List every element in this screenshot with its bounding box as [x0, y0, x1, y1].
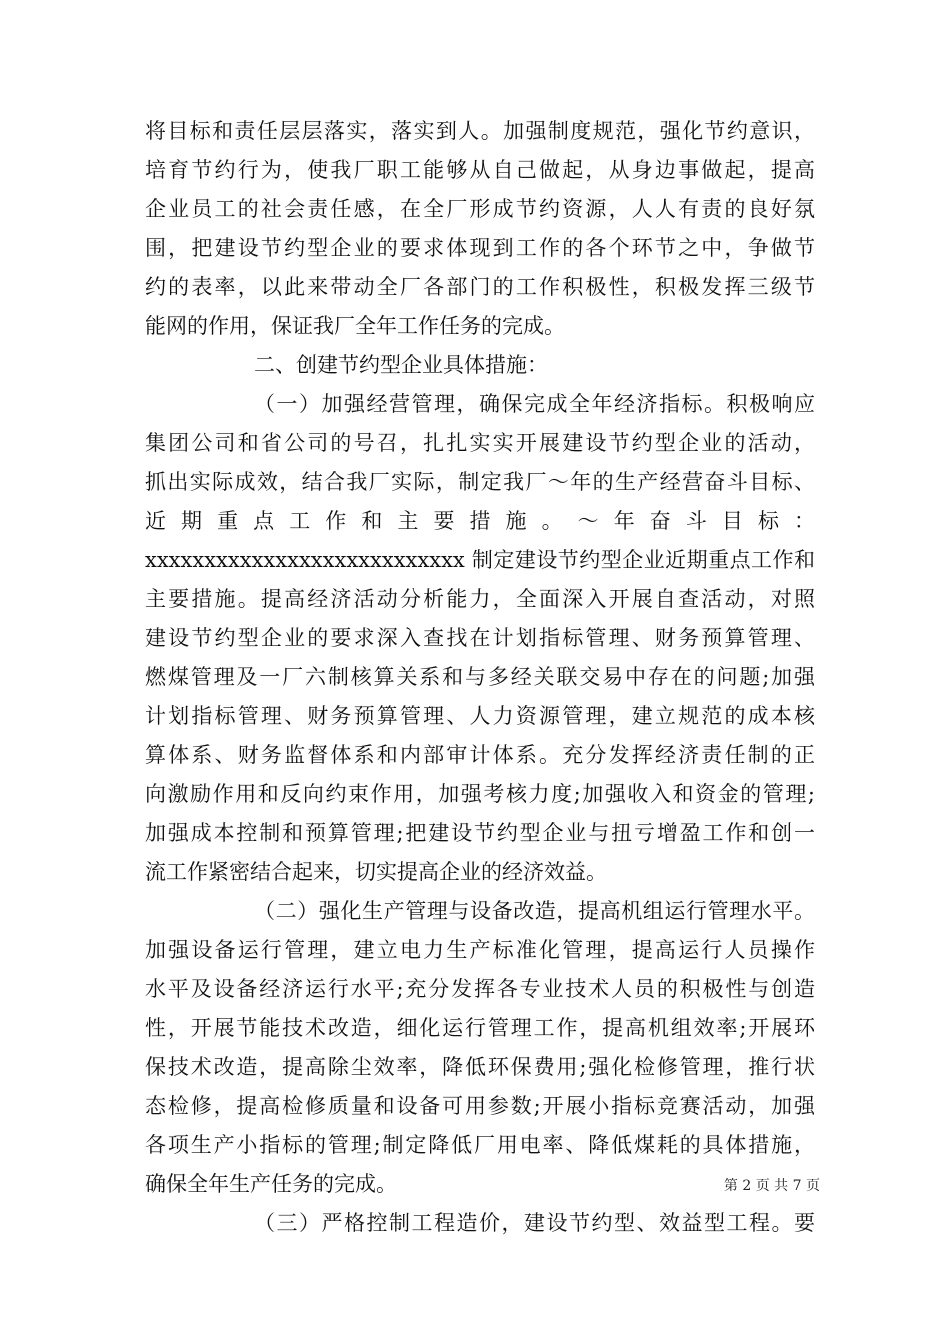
- subsection-heading: （二）强化生产管理与设备改造，提高机组运行管理水平。: [254, 899, 815, 923]
- body-line: 主要措施。提高经济活动分析能力，全面深入开展自查活动，对照: [145, 587, 815, 611]
- body-line: 集团公司和省公司的号召，扎扎实实开展建设节约型企业的活动，: [145, 431, 815, 455]
- body-line: 向激励作用和反向约束作用，加强考核力度;加强收入和资金的管理;: [145, 782, 815, 806]
- body-line: 燃煤管理及一厂六制核算关系和与多经关联交易中存在的问题;加强: [145, 665, 815, 689]
- body-line: 态检修，提高检修质量和设备可用参数;开展小指标竞赛活动，加强: [145, 1094, 815, 1118]
- subsection-heading: （三）严格控制工程造价，建设节约型、效益型工程。要: [254, 1211, 815, 1235]
- body-line: 水平及设备经济运行水平;充分发挥各专业技术人员的积极性与创造: [145, 977, 815, 1001]
- body-line: 近期重点工作和主要措施。～年奋斗目标：: [145, 509, 815, 533]
- section-heading: 二、创建节约型企业具体措施：: [254, 353, 548, 377]
- body-line: 企业员工的社会责任感，在全厂形成节约资源，人人有责的良好氛: [145, 197, 815, 221]
- body-line: 加强成本控制和预算管理;把建设节约型企业与扭亏增盈工作和创一: [145, 821, 815, 845]
- body-line: 围，把建设节约型企业的要求体现到工作的各个环节之中，争做节: [145, 236, 815, 260]
- body-line: 能网的作用，保证我厂全年工作任务的完成。: [145, 314, 565, 338]
- body-line: 抓出实际成效，结合我厂实际，制定我厂～年的生产经营奋斗目标、: [145, 470, 815, 494]
- document-body: [145, 112, 815, 1243]
- body-line: 加强设备运行管理，建立电力生产标准化管理，提高运行人员操作: [145, 938, 815, 962]
- body-line: 确保全年生产任务的完成。: [145, 1172, 397, 1196]
- body-line: 性，开展节能技术改造，细化运行管理工作，提高机组效率;开展环: [145, 1016, 815, 1040]
- page-number: 第 2 页 共 7 页: [723, 1178, 820, 1194]
- body-line: 约的表率，以此来带动全厂各部门的工作积极性，积极发挥三级节: [145, 275, 815, 299]
- body-line: 计划指标管理、财务预算管理、人力资源管理，建立规范的成本核: [145, 704, 815, 728]
- body-line: 各项生产小指标的管理;制定降低厂用电率、降低煤耗的具体措施，: [145, 1133, 815, 1157]
- body-line: 算体系、财务监督体系和内部审计体系。充分发挥经济责任制的正: [145, 743, 815, 767]
- body-line: 培育节约行为，使我厂职工能够从自己做起，从身边事做起，提高: [145, 158, 815, 182]
- body-line: xxxxxxxxxxxxxxxxxxxxxxxxxxx 制定建设节约型企业近期重点工作和: [145, 548, 815, 572]
- body-line: 将目标和责任层层落实，落实到人。加强制度规范，强化节约意识，: [145, 119, 815, 143]
- body-line: 建设节约型企业的要求深入查找在计划指标管理、财务预算管理、: [145, 626, 815, 650]
- subsection-heading: （一）加强经营管理，确保完成全年经济指标。积极响应: [254, 392, 815, 416]
- body-line: 保技术改造，提高除尘效率，降低环保费用;强化检修管理，推行状: [145, 1055, 815, 1079]
- body-line: 流工作紧密结合起来，切实提高企业的经济效益。: [145, 860, 607, 884]
